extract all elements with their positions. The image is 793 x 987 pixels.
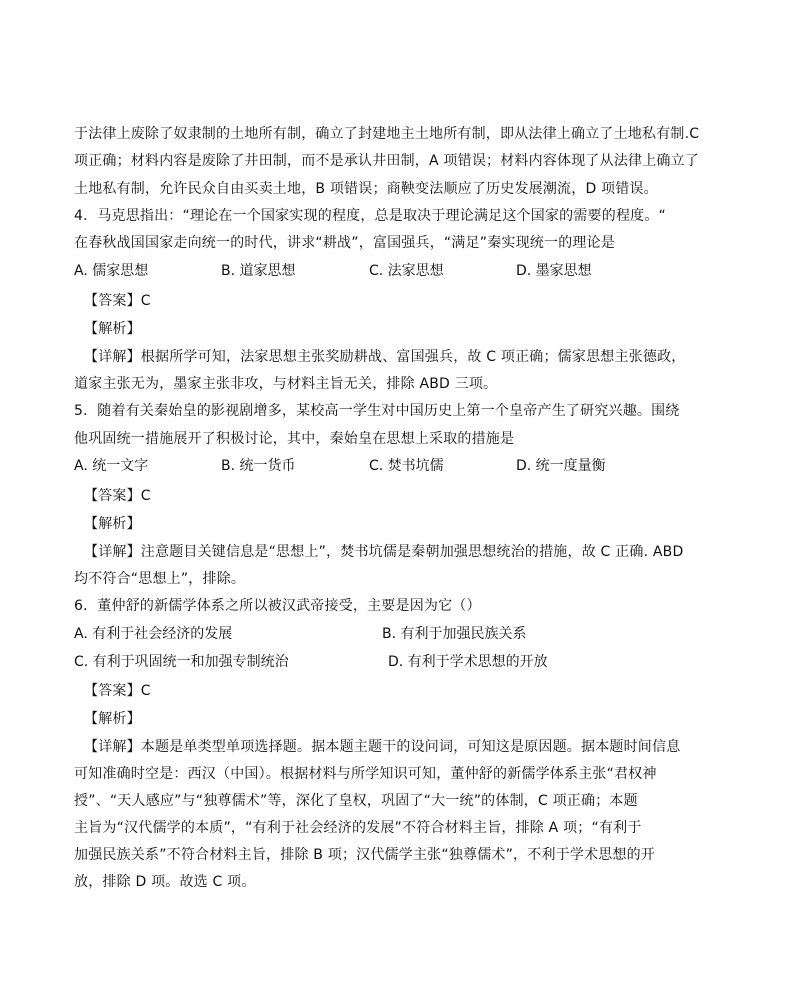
question-4-stem-cont: 在春秋战国国家走向统一的时代，讲求“耕战”，富国强兵，“满足”秦实现统一的理论是: [74, 235, 616, 251]
question-4-stem: 4．马克思指出：“理论在一个国家实现的程度，总是取决于理论满足这个国家的需要的程度。“: [74, 208, 667, 224]
question-5-stem: 5．随着有关秦始皇的影视剧增多，某校高一学生对中国历史上第一个皇帝产生了研究兴趣。围绕: [74, 403, 680, 419]
question-5-answer: 【答案】C: [84, 488, 151, 504]
question-5-detail-cont: 均不符合“思想上”，排除。: [74, 571, 246, 587]
question-6-option-b: B. 有利于加强民族关系: [382, 626, 527, 642]
question-6-option-d: D. 有利于学术思想的开放: [388, 654, 548, 670]
question-5-option-d: D. 统一度量衡: [516, 458, 606, 474]
question-4-option-a: A. 儒家思想: [74, 263, 149, 279]
paragraph-line: 土地私有制，允许民众自由买卖土地，B 项错误；商鞅变法顺应了历史发展潮流，D 项错误。: [74, 181, 658, 197]
question-5-option-c: C. 焚书坑儒: [369, 458, 444, 474]
paragraph-line: 于法律上废除了奴隶制的土地所有制，确立了封建地主土地所有制，即从法律上确立了土地私有制.C: [74, 126, 700, 142]
question-6-detail: 【详解】本题是单类型单项选择题。据本题主题干的设问词，可知这是原因题。据本题时间信息: [84, 739, 681, 755]
question-4-option-c: C. 法家思想: [369, 263, 444, 279]
question-6-stem: 6．董仲舒的新儒学体系之所以被汉武帝接受，主要是因为它（）: [74, 598, 481, 614]
question-6-answer: 【答案】C: [84, 683, 151, 699]
question-5-analysis-label: 【解析】: [84, 516, 141, 532]
question-4-analysis-label: 【解析】: [84, 321, 141, 337]
question-4-detail: 【详解】根据所学可知，法家思想主张奖励耕战、富国强兵，故 C 项正确；儒家思想主张德政，: [84, 349, 686, 365]
question-5-option-b: B. 统一货币: [221, 458, 296, 474]
question-4-option-b: B. 道家思想: [221, 263, 296, 279]
question-5-detail: 【详解】注意题目关键信息是“思想上”，焚书坑儒是秦朝加强思想统治的措施，故 C 正确. ABD: [84, 544, 684, 560]
question-6-detail-cont: 可知准确时空是：西汉（中国）。根据材料与所学知识可知，董仲舒的新儒学体系主张“君权神: [74, 766, 657, 782]
question-6-detail-cont: 授”、“天人感应”与“独尊儒术”等，深化了皇权，巩固了“大一统”的体制，C 项正确；本题: [74, 793, 638, 809]
question-6-detail-cont: 放，排除 D 项。故选 C 项。: [74, 874, 256, 890]
question-4-answer: 【答案】C: [84, 293, 151, 309]
question-6-detail-cont: 加强民族关系”不符合材料主旨，排除 B 项；汉代儒学主张“独尊儒术”，不利于学术思想的开: [74, 847, 656, 863]
question-5-stem-cont: 他巩固统一措施展开了积极讨论，其中，秦始皇在思想上采取的措施是: [74, 431, 515, 447]
question-5-option-a: A. 统一文字: [74, 458, 149, 474]
question-6-option-c: C. 有利于巩固统一和加强专制统治: [74, 654, 289, 670]
question-4-option-d: D. 墨家思想: [516, 263, 592, 279]
question-6-analysis-label: 【解析】: [84, 711, 141, 727]
question-6-option-a: A. 有利于社会经济的发展: [74, 626, 233, 642]
paragraph-line: 项正确；材料内容是废除了井田制，而不是承认井田制，A 项错误；材料内容体现了从法律上确立了: [74, 153, 700, 169]
question-6-detail-cont: 主旨为“汉代儒学的本质”，“有利于社会经济的发展”不符合材料主旨，排除 A 项；“有利于: [74, 820, 642, 836]
question-4-detail-cont: 道家主张无为，墨家主张非攻，与材料主旨无关，排除 ABD 三项。: [74, 376, 498, 392]
